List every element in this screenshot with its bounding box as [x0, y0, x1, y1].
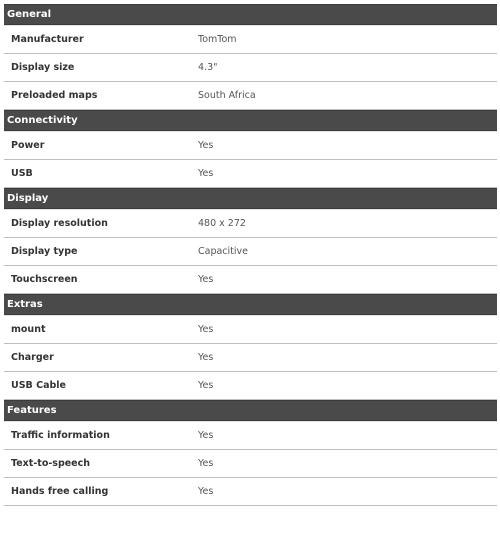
spec-value: Yes — [198, 274, 214, 285]
section-extras — [4, 294, 497, 400]
spec-value: Capacitive — [198, 246, 249, 257]
spec-value: Yes — [198, 430, 214, 441]
spec-row — [4, 238, 497, 266]
spec-row — [4, 54, 497, 82]
spec-row — [4, 315, 497, 344]
spec-row — [4, 25, 497, 54]
specifications-table — [4, 4, 497, 506]
spec-label: Manufacturer — [11, 34, 84, 45]
spec-value: 4.3" — [198, 62, 218, 73]
spec-value: Yes — [198, 168, 214, 179]
spec-label: mount — [11, 324, 46, 335]
spec-row — [4, 209, 497, 238]
section-header: General — [4, 4, 497, 25]
spec-label: Power — [11, 140, 45, 151]
spec-label: Display resolution — [11, 218, 108, 229]
section-header: Extras — [4, 294, 497, 315]
spec-value: South Africa — [198, 90, 256, 101]
spec-value: Yes — [198, 324, 214, 335]
spec-label: Text-to-speech — [11, 458, 91, 469]
spec-row — [4, 478, 497, 506]
spec-value: Yes — [198, 486, 214, 497]
spec-label: Preloaded maps — [11, 90, 98, 101]
spec-value: Yes — [198, 380, 214, 391]
section-header: Features — [4, 400, 497, 421]
spec-label: Touchscreen — [11, 274, 78, 285]
spec-row — [4, 266, 497, 294]
spec-label: USB — [11, 168, 33, 179]
spec-label: Hands free calling — [11, 486, 109, 497]
spec-label: Display type — [11, 246, 78, 257]
section-header: Connectivity — [4, 110, 497, 131]
spec-value: TomTom — [198, 34, 237, 45]
spec-value: 480 x 272 — [198, 218, 246, 229]
spec-row — [4, 160, 497, 188]
section-connectivity — [4, 110, 497, 188]
section-features — [4, 400, 497, 506]
section-general — [4, 4, 497, 110]
spec-label: Display size — [11, 62, 75, 73]
spec-label: USB Cable — [11, 380, 66, 391]
spec-value: Yes — [198, 352, 214, 363]
spec-label: Charger — [11, 352, 54, 363]
spec-row — [4, 372, 497, 400]
section-display — [4, 188, 497, 294]
spec-label: Traffic information — [11, 430, 110, 441]
spec-row — [4, 421, 497, 450]
section-header: Display — [4, 188, 497, 209]
spec-value: Yes — [198, 140, 214, 151]
spec-row — [4, 131, 497, 160]
spec-row — [4, 344, 497, 372]
spec-row — [4, 82, 497, 110]
spec-row — [4, 450, 497, 478]
spec-value: Yes — [198, 458, 214, 469]
